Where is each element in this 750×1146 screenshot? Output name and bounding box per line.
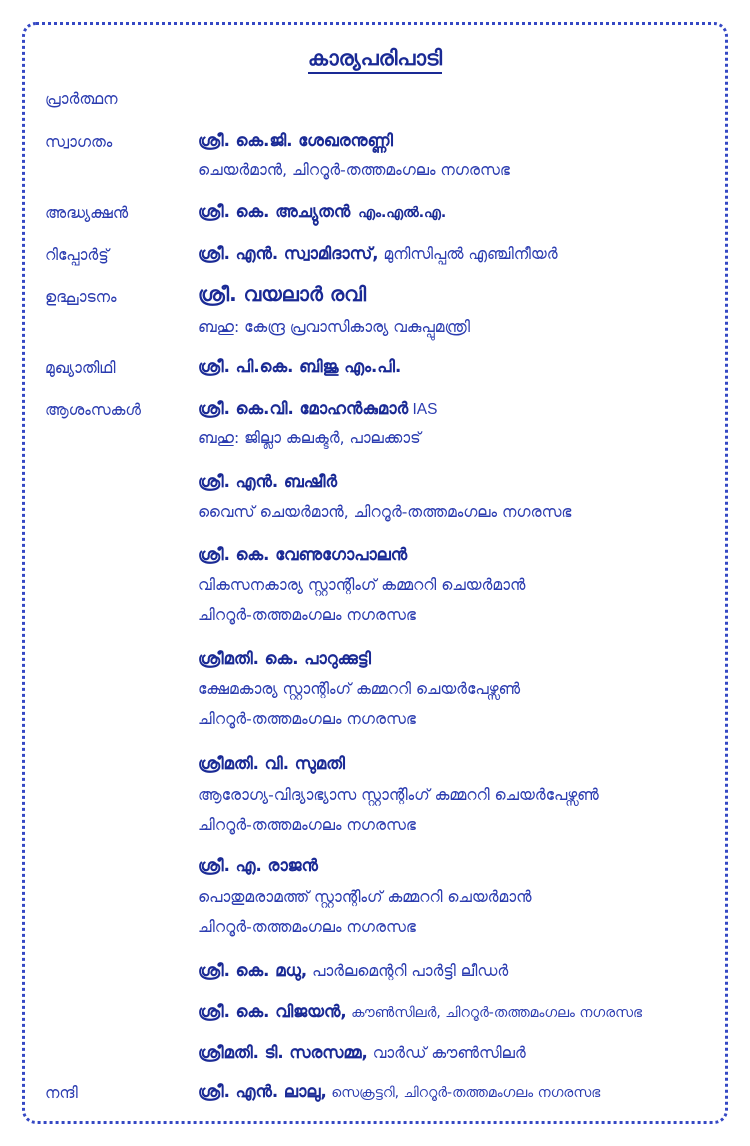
designation: ആരോഗ്യ-വിദ്യാഭ്യാസ സ്റ്റാന്റിംഗ് കമ്മററി ചെയർപേഴ്സൺ: [198, 786, 599, 804]
designation: ചെയർമാൻ, ചിററൂർ-തത്തമംഗലം നഗരസഭ: [198, 161, 510, 179]
item-label: റിപ്പോർട്ട്: [45, 246, 109, 264]
item-label: സ്വാഗതം: [45, 133, 113, 151]
person-name: ശ്രീ. വയലാർ രവി: [198, 282, 367, 306]
person-name: ശ്രീ. എൻ. ബഷീർ: [198, 472, 338, 491]
designation: ക്ഷേമകാര്യ സ്റ്റാന്റിംഗ് കമ്മററി ചെയർപേഴ്സൺ: [198, 680, 521, 698]
designation: സെക്രട്ടറി, ചിററൂർ-തത്തമംഗലം നഗരസഭ: [326, 1085, 601, 1101]
person-name: ശ്രീ. എൻ. ലാലു,: [198, 1082, 327, 1101]
person-name: ശ്രീ. കെ. മധു,: [198, 961, 308, 980]
designation-line-2: ചിററൂർ-തത്തമംഗലം നഗരസഭ: [198, 918, 416, 936]
person-name: ശ്രീ. കെ. വേണുഗോപാലൻ: [198, 545, 408, 564]
designation-line-2: ചിററൂർ-തത്തമംഗലം നഗരസഭ: [198, 606, 416, 624]
person-name: ശ്രീ. കെ. വിജയൻ,: [198, 1002, 347, 1021]
person-name: ശ്രീ. എ. രാജൻ: [198, 856, 318, 875]
person-name: ശ്രീ. കെ. അച്യുതൻ: [198, 202, 351, 221]
person-name: ശ്രീ. എൻ. സ്വാമിദാസ്,: [198, 244, 379, 263]
item-label: പ്രാർത്ഥന: [45, 90, 118, 108]
designation: മുനിസിപ്പൽ എഞ്ചിനീയർ: [378, 245, 558, 263]
designation: വൈസ് ചെയർമാൻ, ചിററൂർ-തത്തമംഗലം നഗരസഭ: [198, 503, 572, 521]
item-label: നന്ദി: [45, 1084, 78, 1102]
item-label: അദ്ധ്യക്ഷൻ: [45, 204, 129, 222]
designation: പാർലമെന്ററി പാർട്ടി ലീഡർ: [307, 962, 509, 980]
designation: വികസനകാര്യ സ്റ്റാന്റിംഗ് കമ്മററി ചെയർമാൻ: [198, 576, 526, 594]
designation: ബഹു: കേന്ദ്ര പ്രവാസികാര്യ വകുപ്പുമന്ത്രി: [198, 318, 470, 336]
person-name: ശ്രീ. കെ.ജി. ശേഖരനുണ്ണി: [198, 131, 393, 150]
item-label: ആശംസകൾ: [45, 401, 141, 419]
designation: പൊതുമരാമത്ത് സ്റ്റാന്റിംഗ് കമ്മററി ചെയർമാൻ: [198, 888, 532, 906]
person-name: ശ്രീ. പി.കെ. ബിജു എം.പി.: [198, 357, 402, 376]
dotted-border-frame: [22, 22, 728, 1124]
designation: ബഹു: ജില്ലാ കലക്ടർ, പാലക്കാട്: [198, 429, 421, 447]
designation: വാർഡ് കൗൺസിലർ: [367, 1044, 526, 1062]
person-name: ശ്രീമതി. ടി. സരസമ്മ,: [198, 1043, 368, 1062]
person-name: ശ്രീ. കെ.വി. മോഹൻകുമാർ: [198, 399, 409, 418]
item-label: ഉദ്ഘാടനം: [45, 288, 117, 306]
page-title: കാര്യപരിപാടി: [0, 46, 750, 71]
designation-line-2: ചിററൂർ-തത്തമംഗലം നഗരസഭ: [198, 710, 416, 728]
person-name: ശ്രീമതി. വി. സുമതി: [198, 754, 345, 773]
designation-suffix: IAS: [408, 401, 438, 418]
designation-suffix: എം.എൽ.എ.: [358, 205, 447, 221]
item-label: മുഖ്യാതിഥി: [45, 359, 116, 377]
person-name: ശ്രീമതി. കെ. പാറുക്കുട്ടി: [198, 649, 371, 668]
designation: കൗൺസിലർ, ചിററൂർ-തത്തമംഗലം നഗരസഭ: [346, 1005, 643, 1021]
designation-line-2: ചിററൂർ-തത്തമംഗലം നഗരസഭ: [198, 816, 416, 834]
